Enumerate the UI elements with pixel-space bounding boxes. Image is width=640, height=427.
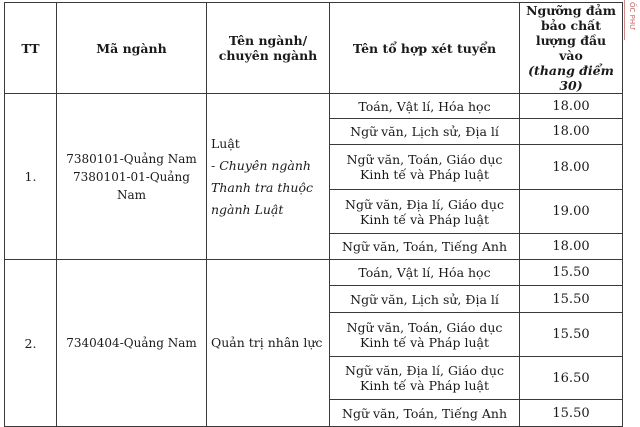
- score-cell: 15.50: [520, 260, 623, 286]
- stamp-fragment: [624, 0, 640, 40]
- score-cell: 18.00: [520, 94, 623, 119]
- combination-cell: Ngữ văn, Địa lí, Giáo dục Kinh tế và Pháp luật: [330, 357, 520, 400]
- header-code: Mã ngành: [57, 3, 207, 94]
- score-cell: 18.00: [520, 119, 623, 145]
- combination-cell: Ngữ văn, Lịch sử, Địa lí: [330, 286, 520, 313]
- major-specialization: - Chuyên ngành Thanh tra thuộc ngành Luật: [211, 157, 313, 217]
- combination-cell: Ngữ văn, Toán, Tiếng Anh: [330, 234, 520, 260]
- combination-cell: Ngữ văn, Toán, Giáo dục Kinh tế và Pháp luật: [330, 145, 520, 190]
- group-1-codes: [57, 94, 207, 260]
- combination-cell: Toán, Vật lí, Hóa học: [330, 260, 520, 286]
- major-title: Luật: [211, 135, 240, 151]
- header-threshold-note: (thang điểm 30): [528, 63, 614, 93]
- admission-threshold-table: [4, 2, 623, 427]
- group-2-tt: 2.: [5, 260, 57, 427]
- major-code: 7340404-Quảng Nam: [66, 336, 197, 350]
- score-cell: 15.50: [520, 313, 623, 357]
- group-2-major: [207, 260, 330, 427]
- header-threshold-label: Ngưỡng đảm bảo chất lượng đầu vào: [526, 3, 616, 63]
- group-2-codes: [57, 260, 207, 427]
- major-title: Quản trị nhân lực: [211, 335, 323, 350]
- score-cell: 19.00: [520, 190, 623, 234]
- score-cell: 15.50: [520, 286, 623, 313]
- major-code: 7380101-Quảng Nam: [66, 151, 197, 166]
- score-cell: 16.50: [520, 357, 623, 400]
- table-row: [5, 94, 623, 119]
- group-1-tt: 1.: [5, 94, 57, 260]
- score-cell: 18.00: [520, 145, 623, 190]
- header-major: Tên ngành/ chuyên ngành: [207, 3, 330, 94]
- header-row: [5, 3, 623, 94]
- combination-cell: Ngữ văn, Toán, Tiếng Anh: [330, 400, 520, 427]
- table-row: [5, 260, 623, 286]
- header-threshold: [520, 3, 623, 94]
- major-code: 7380101-01-Quảng Nam: [73, 169, 190, 202]
- header-tt: TT: [5, 3, 57, 94]
- header-combination: Tên tổ hợp xét tuyển: [330, 3, 520, 94]
- group-1-major: [207, 94, 330, 260]
- stamp-text: ỐC PHƯ: [628, 2, 636, 31]
- combination-cell: Ngữ văn, Toán, Giáo dục Kinh tế và Pháp luật: [330, 313, 520, 357]
- score-cell: 15.50: [520, 400, 623, 427]
- combination-cell: Ngữ văn, Địa lí, Giáo dục Kinh tế và Pháp luật: [330, 190, 520, 234]
- score-cell: 18.00: [520, 234, 623, 260]
- combination-cell: Toán, Vật lí, Hóa học: [330, 94, 520, 119]
- combination-cell: Ngữ văn, Lịch sử, Địa lí: [330, 119, 520, 145]
